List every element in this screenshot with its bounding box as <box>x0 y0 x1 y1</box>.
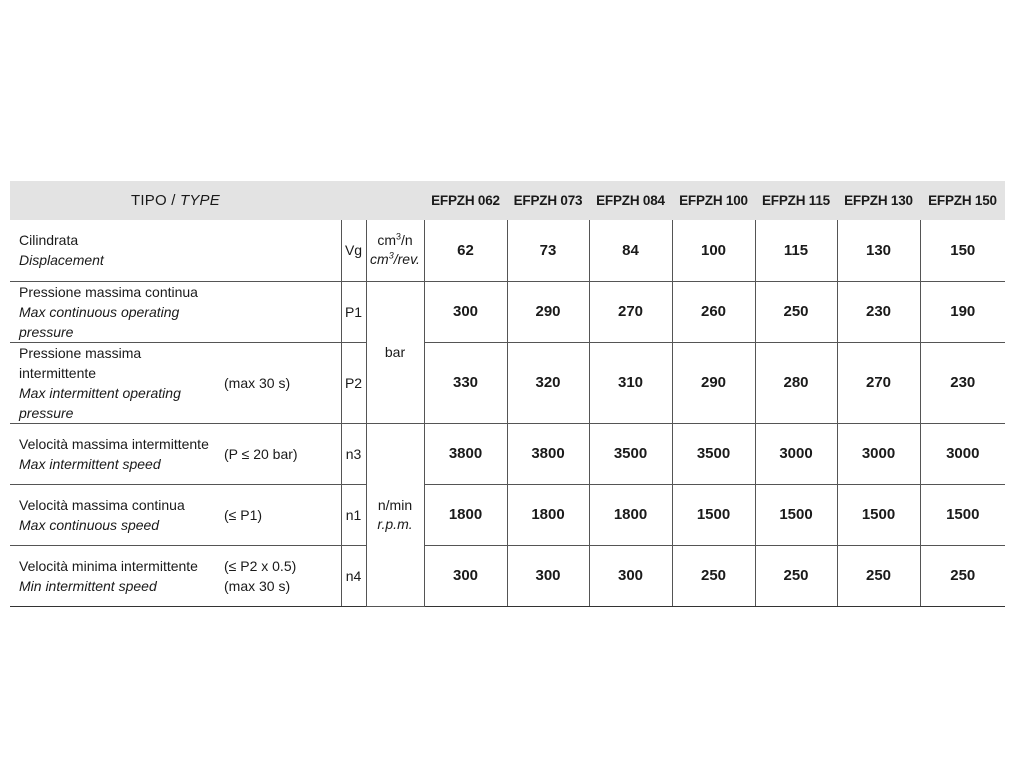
cell-value: 230 <box>837 281 920 342</box>
cell-value: 230 <box>920 342 1005 423</box>
cell-value: 100 <box>672 220 755 281</box>
cell-value: 280 <box>755 342 837 423</box>
row-label-en: Max intermittent speed <box>19 455 161 472</box>
row-symbol: P2 <box>341 342 366 423</box>
table-row <box>10 281 1005 342</box>
cell-value: 330 <box>424 342 507 423</box>
row-label-en: Max continuous operating pressure <box>19 303 180 340</box>
model-header: EFPZH 115 <box>755 181 837 220</box>
row-label-it: Velocità massima continua <box>19 496 185 513</box>
cell-value: 3000 <box>920 423 1005 484</box>
row-symbol: n3 <box>341 423 366 484</box>
cell-value: 150 <box>920 220 1005 281</box>
cell-value: 62 <box>424 220 507 281</box>
row-description <box>10 281 222 342</box>
model-header: EFPZH 100 <box>672 181 755 220</box>
table-row <box>10 220 1005 281</box>
cell-value: 3000 <box>837 423 920 484</box>
cell-value: 3500 <box>672 423 755 484</box>
row-label-en: Displacement <box>19 252 104 269</box>
cell-value: 290 <box>507 281 589 342</box>
cell-value: 1500 <box>672 484 755 545</box>
cell-value: 300 <box>507 545 589 606</box>
model-header: EFPZH 150 <box>920 181 1005 220</box>
cell-value: 300 <box>424 545 507 606</box>
cell-value: 1500 <box>837 484 920 545</box>
cell-value: 1500 <box>920 484 1005 545</box>
row-note: (P ≤ 20 bar) <box>222 423 341 484</box>
model-header: EFPZH 062 <box>424 181 507 220</box>
type-header <box>10 181 341 220</box>
row-note: (≤ P1) <box>222 484 341 545</box>
cell-value: 300 <box>424 281 507 342</box>
cell-value: 1800 <box>424 484 507 545</box>
cell-value: 190 <box>920 281 1005 342</box>
header-spacer <box>341 181 424 220</box>
row-label-it: Cilindrata <box>19 232 79 249</box>
row-label-it: Pressione massima continua <box>19 283 198 300</box>
unit-speed: n/min r.p.m. <box>366 423 424 606</box>
cell-value: 320 <box>507 342 589 423</box>
row-label-it: Velocità minima intermittente <box>19 557 198 574</box>
cell-value: 250 <box>920 545 1005 606</box>
row-symbol: P1 <box>341 281 366 342</box>
cell-value: 73 <box>507 220 589 281</box>
cell-value: 270 <box>589 281 672 342</box>
row-description <box>10 484 222 545</box>
model-header: EFPZH 130 <box>837 181 920 220</box>
cell-value: 310 <box>589 342 672 423</box>
row-label-en: Min intermittent speed <box>19 577 157 594</box>
cell-value: 1500 <box>755 484 837 545</box>
table-header-row <box>10 181 1005 220</box>
cell-value: 250 <box>755 281 837 342</box>
cell-value: 1800 <box>589 484 672 545</box>
cell-value: 290 <box>672 342 755 423</box>
model-header: EFPZH 084 <box>589 181 672 220</box>
row-description <box>10 423 222 484</box>
cell-value: 3800 <box>424 423 507 484</box>
type-label-it: TIPO / <box>131 192 176 209</box>
cell-value: 84 <box>589 220 672 281</box>
row-symbol: n4 <box>341 545 366 606</box>
type-label-en: TYPE <box>179 192 220 209</box>
specification-table <box>10 181 1005 607</box>
cell-value: 3000 <box>755 423 837 484</box>
unit-pressure: bar <box>366 281 424 423</box>
table-row <box>10 484 1005 545</box>
row-label-en: Max intermittent operating pressure <box>19 384 181 421</box>
row-note <box>222 281 341 342</box>
cell-value: 250 <box>755 545 837 606</box>
row-label-it: Pressione massima intermittente <box>19 344 142 381</box>
cell-value: 1800 <box>507 484 589 545</box>
row-note: (max 30 s) <box>222 342 341 423</box>
cell-value: 3500 <box>589 423 672 484</box>
row-symbol: Vg <box>341 220 366 281</box>
model-header: EFPZH 073 <box>507 181 589 220</box>
unit-displacement: $cm^3/n$ $cm^3$/rev. <box>366 220 424 281</box>
table-row <box>10 342 1005 423</box>
row-note <box>222 220 341 281</box>
row-description <box>10 545 222 606</box>
row-description <box>10 342 222 423</box>
cell-value: 250 <box>837 545 920 606</box>
cell-value: 115 <box>755 220 837 281</box>
cell-value: 260 <box>672 281 755 342</box>
row-label-it: Velocità massima intermittente <box>19 435 209 452</box>
row-label-en: Max continuous speed <box>19 516 160 533</box>
cell-value: 130 <box>837 220 920 281</box>
row-note: (≤ P2 x 0.5) (max 30 s) <box>222 545 341 606</box>
cell-value: 270 <box>837 342 920 423</box>
table-row <box>10 545 1005 606</box>
cell-value: 3800 <box>507 423 589 484</box>
cell-value: 300 <box>589 545 672 606</box>
table-row <box>10 423 1005 484</box>
cell-value: 250 <box>672 545 755 606</box>
row-description <box>10 220 222 281</box>
row-symbol: n1 <box>341 484 366 545</box>
